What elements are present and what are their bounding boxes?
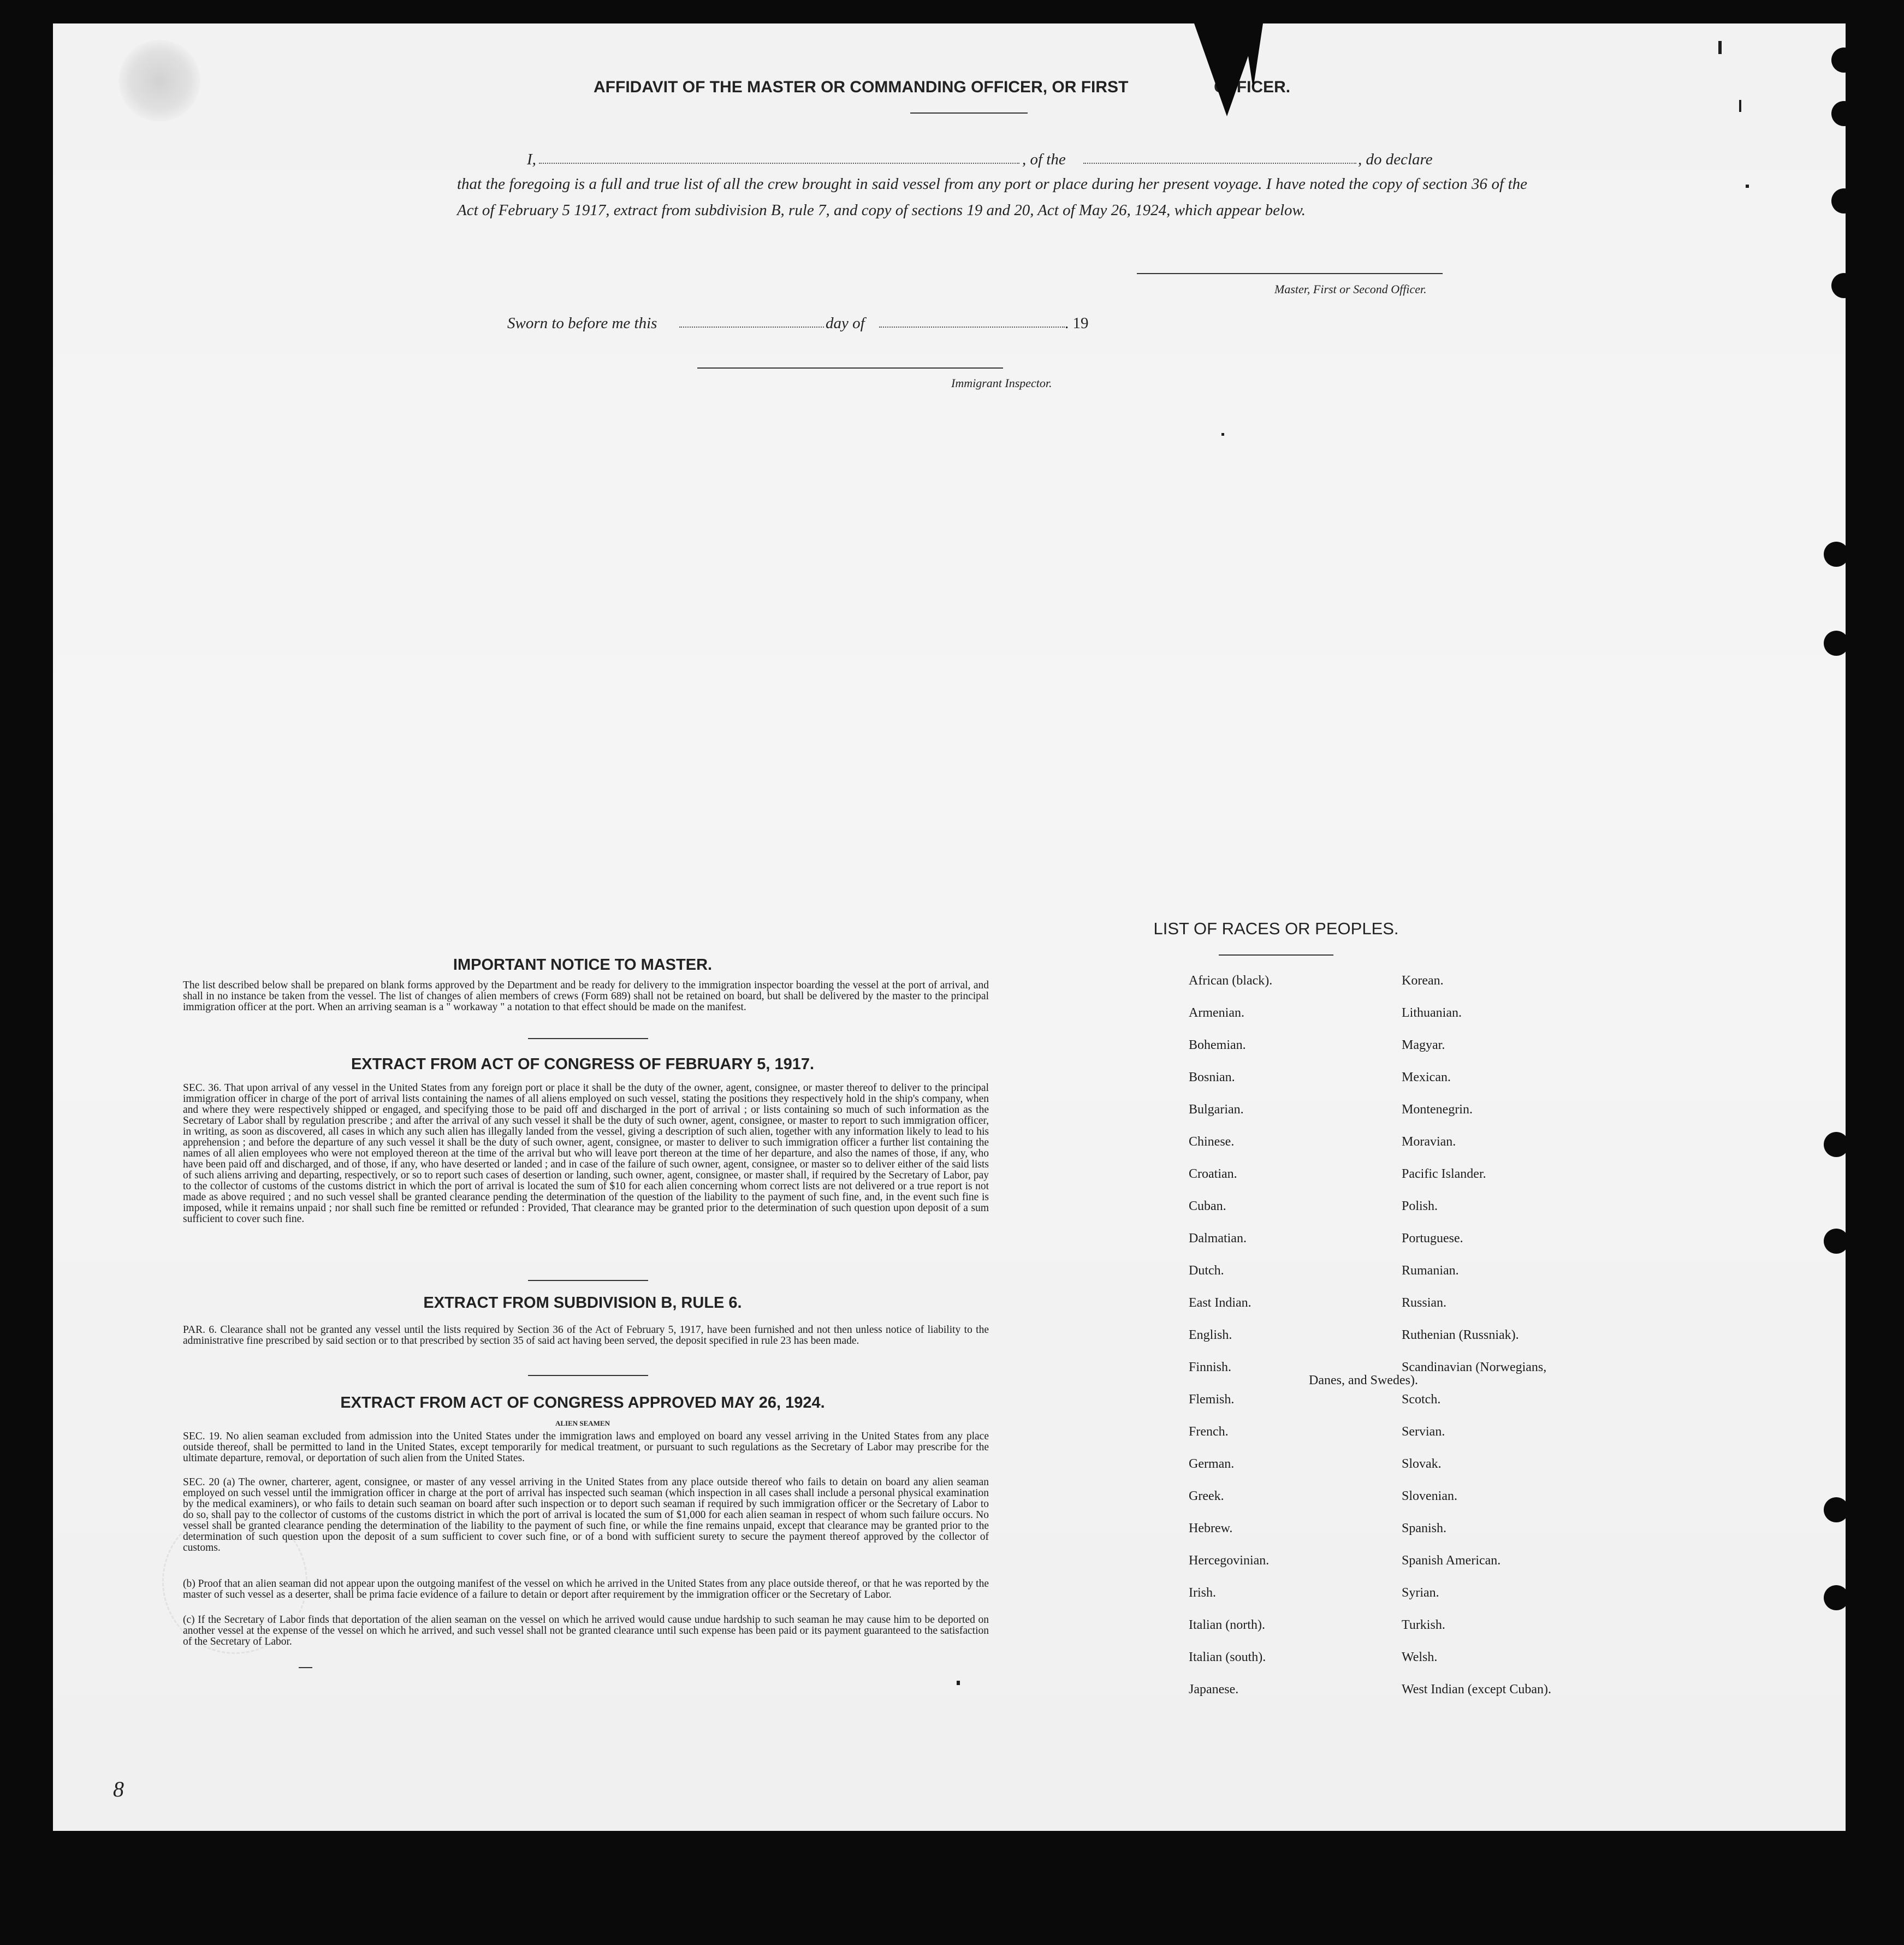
race-item: Scandinavian (Norwegians, <box>1402 1360 1547 1374</box>
scratch-mark <box>1739 100 1741 112</box>
notice-rule <box>528 1038 648 1039</box>
binder-hole <box>1831 273 1856 298</box>
race-item: Finnish. <box>1189 1360 1232 1374</box>
extract-1917-rule <box>528 1280 648 1281</box>
race-item: English. <box>1189 1328 1232 1342</box>
inspector-label: Immigrant Inspector. <box>951 376 1052 390</box>
sworn-year-label: . 19 <box>1065 315 1089 332</box>
extract-1924-subtitle: ALIEN SEAMEN <box>555 1419 610 1427</box>
race-item: Bulgarian. <box>1189 1102 1244 1117</box>
race-item: Spanish. <box>1402 1521 1447 1535</box>
race-item: Ruthenian (Russniak). <box>1402 1328 1519 1342</box>
race-item: French. <box>1189 1425 1229 1439</box>
affidavit-title <box>594 78 1290 97</box>
inspector-signature-line <box>697 367 1003 369</box>
extract-rule-rule <box>528 1375 648 1376</box>
race-item: Servian. <box>1402 1425 1445 1439</box>
affidavit-title-end: OFFICER. <box>1214 78 1291 96</box>
race-item: Rumanian. <box>1402 1264 1459 1278</box>
race-item: Italian (south). <box>1189 1650 1266 1664</box>
race-item: West Indian (except Cuban). <box>1402 1682 1551 1697</box>
race-item: Montenegrin. <box>1402 1102 1473 1117</box>
margin-mark: 8 <box>113 1777 124 1801</box>
race-item: Russian. <box>1402 1296 1447 1310</box>
race-item: German. <box>1189 1457 1235 1471</box>
race-item: Bohemian. <box>1189 1038 1246 1052</box>
end-dash <box>299 1667 312 1668</box>
race-item: Dalmatian. <box>1189 1231 1247 1246</box>
binder-hole <box>1824 1497 1849 1522</box>
race-item: Pacific Islander. <box>1402 1167 1486 1181</box>
sworn-day-line <box>679 327 824 328</box>
race-item: Irish. <box>1189 1586 1216 1600</box>
extract-rule-text: PAR. 6. Clearance shall not be granted any vessel until the lists required by Section 36 of the Act of February 5, 1917, have been furnished and not then unless notice of liability to the administrative fine prescribed by said section or to that prescribed by section 35 of said act having been served, the deposit specified in rule 23 has been made. <box>183 1324 989 1347</box>
race-item: Turkish. <box>1402 1618 1445 1632</box>
binder-hole <box>1824 1585 1849 1610</box>
binder-hole <box>1831 101 1856 126</box>
extract-1924-sec20c: (c) If the Secretary of Labor finds that deportation of the alien seaman on the vessel on which he arrived would cause undue hardship to such seaman he may cause him to be deported on another vessel at the expense of the vessel on which he arrived, and such vessel shall not be granted clearance until such expense has been paid or its payment guaranteed to the satisfaction of the Secretary of Labor. <box>183 1614 989 1647</box>
binder-hole <box>1831 48 1856 73</box>
of-the-label: , of the <box>1022 151 1066 168</box>
binder-hole <box>1831 188 1856 214</box>
race-item: Portuguese. <box>1402 1231 1463 1246</box>
scratch-mark <box>1221 433 1224 436</box>
notice-text: The list described below shall be prepared on blank forms approved by the Department and be ready for delivery to the immigration inspector boarding the vessel at the port of arrival, and shall in no instance be taken from the vessel. The list of changes of alien members of crews (Form 689) shall not be retained on board, but shall be delivered by the master to the principal immigration officer at the port. When an arriving seaman is a " workaway " a notation to that effect should be made on the manifest. <box>183 980 989 1013</box>
race-item: Mexican. <box>1402 1070 1451 1084</box>
torn-corner-notch <box>1243 23 1263 89</box>
race-item: Cuban. <box>1189 1199 1226 1213</box>
race-item: Magyar. <box>1402 1038 1445 1052</box>
binder-hole <box>1824 542 1849 567</box>
races-title: LIST OF RACES OR PEOPLES. <box>1153 919 1399 938</box>
do-declare-label: , do declare <box>1358 151 1433 168</box>
race-item: Scotch. <box>1402 1392 1441 1407</box>
declarant-prefix: I, <box>527 151 536 168</box>
extract-1924-sec20b: (b) Proof that an alien seaman did not appear upon the outgoing manifest of the vessel on which he arrived in the United States from any place outside thereof, or that he was reported by the master of such vessel as a deserter, shall be prima facie evidence of a failure to detain or deport after requirement by the immigration officer or the Secretary of Labor. <box>183 1578 989 1600</box>
scratch-mark <box>1718 41 1722 54</box>
signature-line <box>1137 273 1443 274</box>
race-item: Flemish. <box>1189 1392 1235 1407</box>
races-title-rule <box>1219 954 1333 956</box>
race-item: East Indian. <box>1189 1296 1251 1310</box>
extract-1917-title: EXTRACT FROM ACT OF CONGRESS OF FEBRUARY 5, 1917. <box>351 1055 815 1073</box>
fingerprint-smudge <box>118 40 200 122</box>
race-item: Polish. <box>1402 1199 1438 1213</box>
extract-1924-title: EXTRACT FROM ACT OF CONGRESS APPROVED MAY 26, 1924. <box>340 1394 825 1412</box>
race-item: African (black). <box>1189 974 1273 988</box>
document-page <box>53 23 1846 1831</box>
race-item: Dutch. <box>1189 1264 1224 1278</box>
race-item: Spanish American. <box>1402 1553 1501 1568</box>
affidavit-title-rule <box>910 112 1028 114</box>
race-item: Hebrew. <box>1189 1521 1233 1535</box>
race-item: Lithuanian. <box>1402 1006 1462 1020</box>
declarant-name-line <box>539 163 1019 164</box>
affidavit-title-text: AFFIDAVIT OF THE MASTER OR COMMANDING OFFICER, OR FIRST <box>594 78 1129 96</box>
race-item: Slovak. <box>1402 1457 1442 1471</box>
sworn-label: Sworn to before me this <box>507 315 657 332</box>
extract-1924-sec19: SEC. 19. No alien seaman excluded from admission into the United States under the immigration laws and employed on board any vessel arriving in the United States from any place outside thereof, shall be permitted to land in the United States, except temporarily for medical treatment, or pursuant to such regulations as the Secretary of Labor may prescribe for the ultimate departure, removal, or deportation of such alien from the United States. <box>183 1431 989 1464</box>
notice-title: IMPORTANT NOTICE TO MASTER. <box>453 956 713 974</box>
race-item: Italian (north). <box>1189 1618 1265 1632</box>
race-item: Moravian. <box>1402 1135 1456 1149</box>
race-right-extra: Danes, and Swedes). <box>1309 1373 1418 1387</box>
race-item: Bosnian. <box>1189 1070 1235 1084</box>
race-item: Japanese. <box>1189 1682 1239 1697</box>
race-item: Syrian. <box>1402 1586 1439 1600</box>
scratch-mark <box>1746 185 1749 188</box>
race-item: Greek. <box>1189 1489 1224 1503</box>
affidavit-body: that the foregoing is a full and true list of all the crew brought in said vessel from any port or place during her present voyage. I have noted the copy of section 36 of the Act of February 5 1917, extract from subdivision B, rule 7, and copy of sections 19 and 20, Act of May 26, 1924, which appear below. <box>457 175 1527 219</box>
race-item: Welsh. <box>1402 1650 1438 1664</box>
race-item: Croatian. <box>1189 1167 1237 1181</box>
race-item: Armenian. <box>1189 1006 1244 1020</box>
race-item: Hercegovinian. <box>1189 1553 1270 1568</box>
signature-label: Master, First or Second Officer. <box>1274 282 1427 296</box>
race-item: Slovenian. <box>1402 1489 1457 1503</box>
scratch-mark <box>957 1681 960 1685</box>
extract-rule-title: EXTRACT FROM SUBDIVISION B, RULE 6. <box>423 1294 742 1312</box>
extract-1917-text: SEC. 36. That upon arrival of any vessel in the United States from any foreign port or place it shall be the duty of the owner, agent, consignee, or master thereof to deliver to the principal immigration officer in charge of the port of arrival lists containing the names of all aliens employed on such vessel, stating the positions they respectively hold in the ship's company, when and where they were respectively shipped or engaged, and specifying those to be paid off and discharged in the port of arrival ; or lists containing so much of such information as the Secretary of Labor shall by regulation prescribe ; and after the arrival of any such vessel it shall be the duty of such owner, agent, consignee, or master to report to such immigration officer, in writing, as soon as discovered, all cases in which any such alien has illegally landed from the vessel, giving a description of such alien, together with any information likely to lead to his apprehension ; and before the departure of any such vessel it shall be the duty of such owner, agent, consignee, or master to deliver to such immigration officer a further list containing the names of all alien employees who were not employed thereon at the time of the arrival but who will leave port thereon at the time of her departure, and also the names of those, if any, who have been paid off and discharged, and of those, if any, who have deserted or landed ; and in case of the failure of such owner, agent, consignee, or master so to deliver either of the said lists of such aliens arriving and departing, respectively, or so to report such cases of desertion or landing, such owner, agent, consignee, or master shall, if required by the Secretary of Labor, pay to the collector of customs of the customs district in which the port of arrival is located the sum of $10 for each alien concerning whom correct lists are not delivered or a true report is not made as above required ; and no such vessel shall be granted clearance pending the determination of the question of the liability to the payment of such fine, and, in the event such fine is imposed, while it remains unpaid ; nor shall such fine be remitted or refunded : Provided, That clearance may be granted prior to the determination of such question upon deposit of a sum sufficient to cover such fine. <box>183 1082 989 1225</box>
race-item: Chinese. <box>1189 1135 1235 1149</box>
binder-hole <box>1824 1132 1849 1157</box>
binder-hole <box>1824 1229 1849 1254</box>
sworn-month-line <box>879 327 1065 328</box>
vessel-name-line <box>1083 163 1356 164</box>
race-item: Korean. <box>1402 974 1444 988</box>
binder-hole <box>1824 631 1849 656</box>
extract-1924-sec20a: SEC. 20 (a) The owner, charterer, agent, consignee, or master of any vessel arriving in the United States from any place outside thereof who fails to detain on board any alien seaman employed on such vessel until the immigration officer in charge at the port of arrival has inspected such seaman (which inspection in all cases shall include a personal physical examination by the medical examiners), or who fails to detain such seaman on board after such inspection or to deport such seaman if required by such immigration officer or the Secretary of Labor to do so, shall pay to the collector of customs of the customs district in which the port of arrival is located the sum of $1,000 for each alien seaman in respect of whom such failure occurs. No vessel shall be granted clearance pending the determination of the liability to the payment of such fine, or while the fine remains unpaid, except that clearance may be granted prior to the determination of such question upon the deposit of a sum sufficient to cover such fine, or of a bond with sufficient surety to secure the payment thereof approved by the collector of customs. <box>183 1476 989 1553</box>
day-of-label: day of <box>826 315 865 332</box>
